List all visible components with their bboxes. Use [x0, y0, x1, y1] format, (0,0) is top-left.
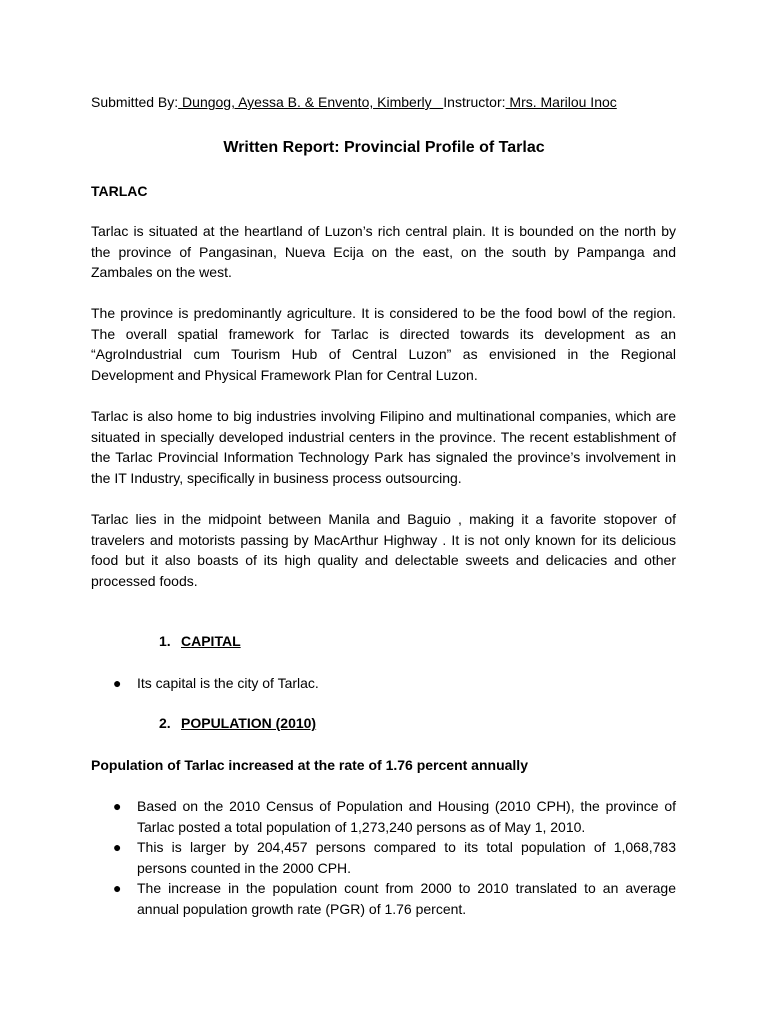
- list-item-text: Its capital is the city of Tarlac.: [137, 675, 319, 691]
- section-heading-population: [159, 714, 316, 732]
- paragraph-location: Tarlac is situated at the heartland of Luzon’s rich central plain. It is bounded on the north by the province of Pangasinan, Nueva Ecija on the east, on the south by Pampanga and Zambales on the west.: [91, 223, 676, 280]
- section-label: CAPITAL: [181, 633, 241, 649]
- paragraph-industries: Tarlac is also home to big industries involving Filipino and multinational companies, which are situated in specially developed industrial centers in the province. The recent establishment of the Tarlac Provincial Information Technology Park has signaled the province’s involvement in the IT Industry, specifically in business process outsourcing.: [91, 408, 676, 486]
- paragraph-agriculture: The province is predominantly agriculture. It is considered to be the food bowl of the region. The overall spatial framework for Tarlac is directed towards its development as an “AgroIndustrial cum Tourism Hub of Central Luzon” as envisioned in the Regional Development and Physical Framework Plan for Central Luzon.: [91, 305, 676, 383]
- report-title: Written Report: Provincial Profile of Tarlac: [223, 139, 545, 156]
- list-item: [113, 796, 676, 837]
- section-heading-capital: [159, 632, 241, 650]
- submission-info: [91, 93, 617, 111]
- instructor-label: Instructor:: [443, 94, 506, 110]
- population-subheading: Population of Tarlac increased at the rate of 1.76 percent annually: [91, 757, 528, 773]
- list-item: [113, 837, 676, 878]
- bullet-icon: ●: [113, 880, 122, 896]
- intro-heading: TARLAC: [91, 183, 148, 199]
- bullet-icon: ●: [113, 839, 122, 855]
- bullet-icon: ●: [113, 798, 122, 814]
- bullet-icon: ●: [113, 675, 122, 691]
- instructor-name: Mrs. Marilou Inoc: [505, 94, 617, 110]
- submitted-by-label: Submitted By:: [91, 94, 179, 110]
- list-item-text: Based on the 2010 Census of Population and Housing (2010 CPH), the province of Tarlac posted a total population of 1,273,240 persons as of May 1, 2010.: [137, 798, 676, 835]
- list-item: [113, 878, 676, 919]
- section-number: 1.: [159, 633, 171, 649]
- submitted-by-names: Dungog, Ayessa B. & Envento, Kimberly: [178, 94, 444, 110]
- list-item-text: This is larger by 204,457 persons compared to its total population of 1,068,783 persons counted in the 2000 CPH.: [137, 839, 676, 876]
- section-label: POPULATION (2010): [181, 715, 317, 731]
- paragraph-midpoint: Tarlac lies in the midpoint between Manila and Baguio , making it a favorite stopover of travelers and motorists passing by MacArthur Highway . It is not only known for its delicious food but it also boasts of its high quality and delectable sweets and delicacies and other processed foods.: [91, 511, 676, 589]
- list-item-text: The increase in the population count from 2000 to 2010 translated to an average annual population growth rate (PGR) of 1.76 percent.: [137, 880, 676, 917]
- list-item: [113, 673, 676, 694]
- section-number: 2.: [159, 715, 171, 731]
